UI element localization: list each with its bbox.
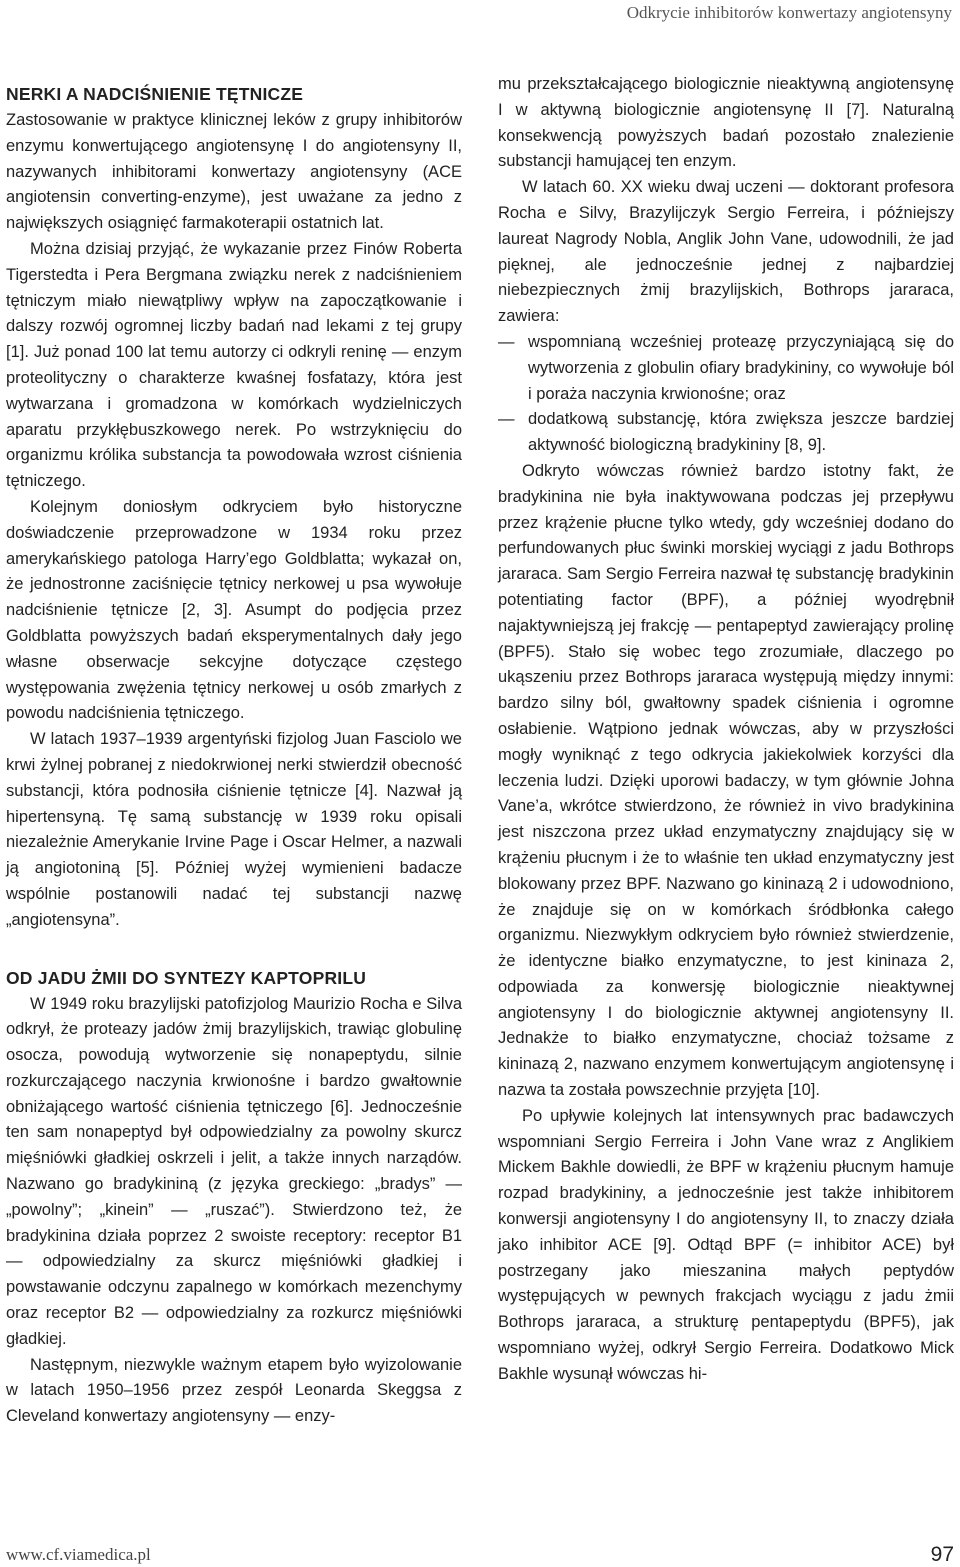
paragraph: W latach 60. XX wieku dwaj uczeni — doktorant profesora Rocha e Silvy, Brazylijczyk Sergio Ferreira, i późniejszy laureat Nagrody Nobla, Anglik John Vane, udowodnili, że jad pięknej, ale jednocześnie jednej z najbardziej niebezpiecznych żmij brazylijskich, Bothrops jararaca, zawiera: bbox=[498, 178, 954, 326]
paragraph: Kolejnym doniosłym odkryciem było historyczne doświadczenie przeprowadzone w 1934 roku przez amerykańskiego patologa Harry’ego Goldblatta; wykazał on, że jednostronne zaciśnięcie tętnicy nerkowej u psa wywołuje nadciśnienie tętnicze [2, 3]. Asumpt do podjęcia przez Goldblatta powyższych badań eksperymentalnych dały jego własne obserwacje sekcyjne dotyczące częstego występowania zwężenia tętnicy nerkowej u osób zmarłych z powodu nadciśnienia tętniczego. bbox=[6, 497, 462, 723]
paragraph: W latach 1937–1939 argentyński fizjolog Juan Fasciolo we krwi żylnej pobranej z niedokrwionej nerki stwierdził obecność substancji, która podnosiła ciśnienie tętnicze [4]. Nazwał ją hipertensyną. Tę samą substancję w 1939 roku opisali niezależnie Amerykanie Irvine Page i Oscar Helmer, a nazwali ją angiotoniną [5]. Później wyżej wymienieni badacze wspólnie postanowili nadać tej substancji nazwę „angiotensyna”. bbox=[6, 730, 462, 929]
footer-url[interactable]: www.cf.viamedica.pl bbox=[6, 1545, 151, 1564]
paragraph: Po upływie kolejnych lat intensywnych prac badawczych wspomniani Sergio Ferreira i John Vane wraz z Anglikiem Mickem Bakhle dowiedli, że BPF w krążeniu płucnym hamuje rozpad bradykininy, a jednocześnie jest także inhibitorem konwersji angiotensyny I do angiotensyny II, to znaczy działa jako inhibitor ACE [9]. Odtąd BPF (= inhibitor ACE) był postrzegany jako mieszanina małych peptydów występujących w pewnych frakcjach wyciągu z jadu żmii Bothrops jararaca, a strukturę pentapeptydu (BPF5), jak wspomniano wyżej, odkrył Sergio Ferreira. Dodatkowo Mick Bakhle wysunął wówczas hi- bbox=[498, 1106, 954, 1383]
section-heading-venom: OD JADU ŻMII DO SYNTEZY KAPTOPRILU bbox=[6, 967, 367, 988]
paragraph: W 1949 roku brazylijski patofizjolog Maurizio Rocha e Silva odkrył, że proteazy jadów żmij brazylijskich, trawiąc globulinę osocza, powodują wytworzenie się nonapeptydu, silnie rozkurczającego naczynia krwionośne i bardzo gwałtownie obniżającego wartość ciśnienia tętniczego [6]. Jednocześnie ten sam nonapeptyd był odpowiedzialny za powolny skurcz mięśniówki gładkiej oskrzeli i jelit, a także innych narządów. Nazwano go bradykininą (z języka greckiego: „bradys” — „powolny”; „kinein” — „ruszać”). Stwierdzono też, że bradykinina działa poprzez 2 swoiste receptory: receptor B1 — odpowiedzialny za skurcz mięśniówki gładkiej i powstawanie odczynu zapalnego w komórkach mezenchymy oraz receptor B2 — odpowiedzialny za rozkurcz mięśniówki gładkiej. bbox=[6, 994, 462, 1348]
paragraph: Następnym, niezwykle ważnym etapem było wyizolowanie w latach 1950–1956 przez zespół Leonarda Skeggsa z Cleveland konwertazy angiotensyny — enzy- bbox=[6, 1355, 462, 1426]
paragraph: Zastosowanie w praktyce klinicznej leków z grupy inhibitorów enzymu konwertującego angiotensynę I do angiotensyny II, nazywanych inhibitorami konwertazy angiotensyny (ACE angiotensin converting-enzyme), jest uważane za jedno z największych osiągnięć farmakoterapii ostatnich lat. bbox=[6, 111, 462, 233]
page-number: 97 bbox=[930, 1543, 954, 1566]
section-gap bbox=[6, 934, 462, 956]
paragraph: Odkryto wówczas również bardzo istotny fakt, że bradykinina nie była inaktywowana podczas jej przepływu przez krążenie płucne tylko wtedy, gdy wcześniej dodano do perfundowanych płuc świnki morskiej wyciągi z jadu Bothrops jararaca. Sam Sergio Ferreira nazwał tę substancję bradykinin potentiating factor (BPF), a później wyodrębnił najaktywniejszą jej frakcję — pentapeptyd zawierający prolinę (BPF5). Stało się wobec tego zrozumiałe, dlaczego po ukąszeniu przez Bothrops jararaca występują między innymi: bardzo silny ból, gwałtowny spadek ciśnienia i ogromne osłabienie. Wątpiono jednak wówczas, aby w przyszłości mogły wyniknąć z tego odkrycia jakiekolwiek korzyści dla leczenia ludzi. Dzięki uporowi badaczy, w tym głównie Johna Vane’a, wkrótce stwierdzono, że również in vivo bradykinina jest niszczona przez układ enzymatyczny znajdujący się w krążeniu płucnym i że to właśnie ten układ enzymatyczny jest blokowany przez BPF. Nazwano go kininazą 2 i udowodniono, że znajduje się on w komórkach śródbłonka całego organizmu. Niezwykłym odkryciem było również stwierdzenie, że identyczne białko enzymatyczne, to jest kininaza 2, odpowiada za konwersję biologicznie nieaktywnej angiotensyny I do biologicznie aktywnej angiotensyny II. Jednakże to białko enzymatyczne, chociaż tożsame z kininazą 2, nazwano enzymem konwertującym angiotensynę i nazwa ta została powszechnie przyjęta [10]. bbox=[498, 461, 954, 1100]
left-column bbox=[6, 72, 462, 1430]
list-item: — wspomnianą wcześniej proteazę przyczyniającą się do wytworzenia z globulin ofiary bradykininy, co wywołuje ból i poraża naczynia krwionośne; oraz bbox=[498, 330, 954, 407]
right-column bbox=[498, 72, 954, 1388]
running-head: Odkrycie inhibitorów konwertazy angiotensyny bbox=[626, 3, 952, 22]
paragraph: Można dzisiaj przyjąć, że wykazanie przez Finów Roberta Tigerstedta i Pera Bergmana związku nerek z nadciśnieniem tętniczym miało niewątpliwy wpływ na zapoczątkowanie i dalszy rozwój ogromnej liczby badań nad lekami z tej grupy [1]. Już ponad 100 lat temu autorzy ci odkryli reninę — enzym proteolityczny o charakterze kwaśnej fosfatazy, która jest wytwarzana i gromadzona w komórkach wydzielniczych aparatu przykłębuszkowego nerek. Po wstrzyknięciu do organizmu królika substancja ta powodowała wzrost ciśnienia tętniczego. bbox=[6, 239, 462, 491]
paragraph: mu przekształcającego biologicznie nieaktywną angiotensynę I w aktywną biologicznie angiotensynę II [7]. Naturalną konsekwencją powyższych badań pozostało znalezienie substancji hamującej ten enzym. bbox=[498, 75, 954, 171]
section-heading-kidneys: NERKI A NADCIŚNIENIE TĘTNICZE bbox=[6, 84, 304, 104]
list-item: — dodatkową substancję, która zwiększa jeszcze bardziej aktywność biologiczną bradykininy [8, 9]. bbox=[498, 407, 954, 459]
dash-list bbox=[498, 330, 954, 459]
